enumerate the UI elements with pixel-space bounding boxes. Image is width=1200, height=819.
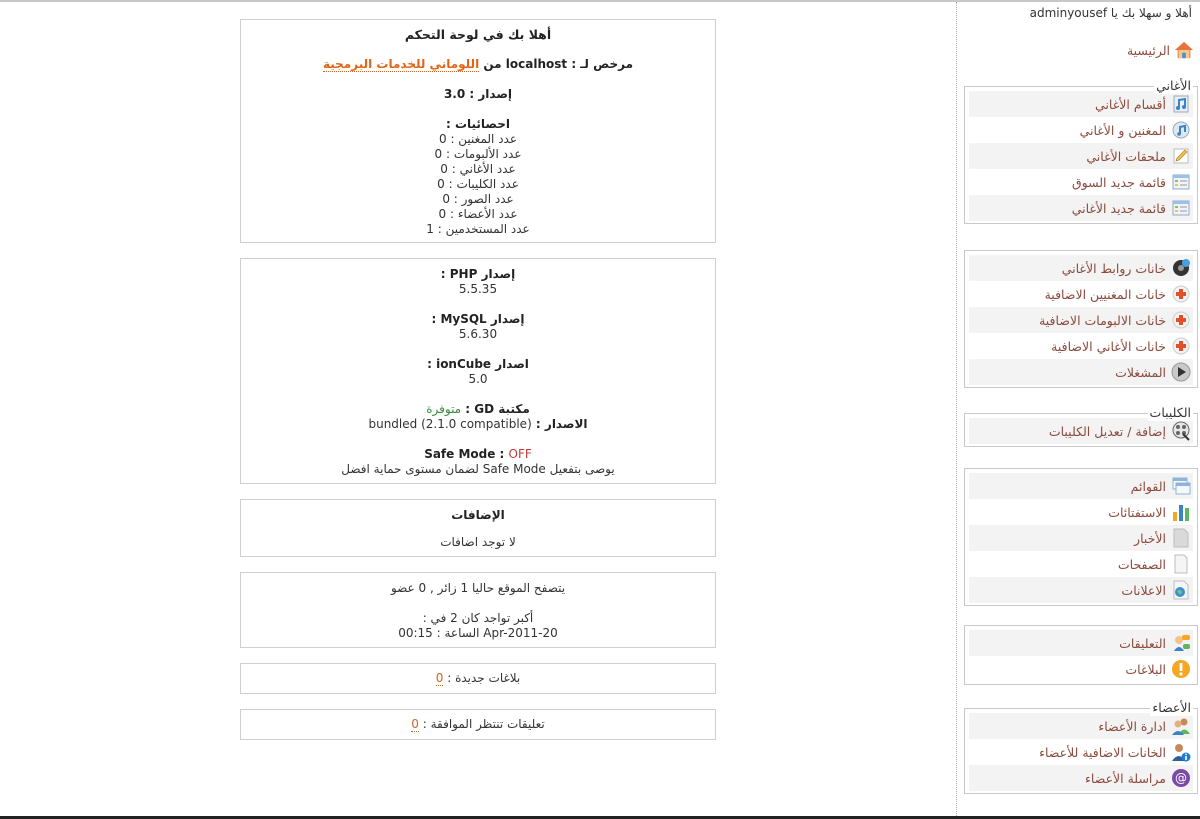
users-icon (1171, 716, 1191, 736)
pending-comments-box (240, 709, 716, 740)
sidebar-group-fields (964, 250, 1198, 388)
music-disc-icon (1171, 120, 1191, 140)
link-disc-icon (1171, 258, 1191, 278)
sidebar-group-songs (964, 78, 1198, 224)
stat-users: عدد المستخدمين : 1 (426, 222, 530, 236)
sidebar-home-link[interactable] (1127, 40, 1194, 60)
main-content (240, 19, 716, 755)
bar-chart-icon (1171, 502, 1191, 522)
sidebar-group-members (964, 700, 1198, 794)
sidebar-item-players[interactable] (969, 359, 1193, 385)
welcome-box (240, 19, 716, 243)
script-version: إصدار : 3.0 (443, 87, 513, 101)
item-label: خانات المغنيين الاضافية (1044, 286, 1166, 302)
reports-label: بلاغات جديدة : (443, 671, 521, 685)
play-icon (1171, 362, 1191, 382)
gd-version-value: bundled (2.1.0 compatible) (368, 417, 532, 431)
safe-mode-label: Safe Mode : (424, 447, 509, 461)
item-label: قائمة جديد السوق (1071, 174, 1166, 190)
sidebar-item-menus[interactable] (969, 473, 1193, 499)
sidebar-item-manage-members[interactable] (969, 713, 1193, 739)
gd-version-label: الاصدار : (531, 417, 588, 431)
document-icon (1171, 528, 1191, 548)
group-title-clips: الكليبات (1149, 405, 1191, 420)
gd-status: متوفرة (426, 402, 462, 416)
gd-label: مكتبة GD : (461, 402, 530, 416)
plus-icon (1171, 284, 1191, 304)
sidebar-item-member-extra-fields[interactable] (969, 739, 1193, 765)
item-label: المغنين و الأغاني (1079, 122, 1166, 138)
item-label: البلاغات (1125, 661, 1166, 677)
item-label: الاعلانات (1121, 582, 1166, 598)
sidebar-item-ads[interactable] (969, 577, 1193, 603)
sidebar-divider (956, 2, 957, 816)
stat-members: عدد الأعضاء : 0 (438, 207, 518, 221)
comments-icon (1171, 633, 1191, 653)
sidebar-item-pages[interactable] (969, 551, 1193, 577)
sidebar-item-comments[interactable] (969, 630, 1193, 656)
ioncube-version: 5.0 (468, 372, 488, 386)
license-line (247, 57, 709, 72)
sidebar-group-feedback (964, 625, 1198, 685)
online-now: يتصفح الموقع حاليا 1 زائر , 0 عضو (390, 581, 566, 595)
pending-comments-count-link[interactable]: 0 (411, 717, 419, 731)
sidebar-item-songs-new-list[interactable] (969, 195, 1193, 221)
php-version: 5.5.35 (458, 282, 498, 296)
sidebar-item-manage-clips[interactable] (969, 418, 1193, 444)
sidebar (958, 2, 1200, 816)
stat-songs: عدد الأغاني : 0 (440, 162, 516, 176)
page-icon (1171, 554, 1191, 574)
item-label: ملحقات الأغاني (1086, 148, 1166, 164)
sidebar-item-reports[interactable] (969, 656, 1193, 682)
company-link[interactable]: اللوماني للخدمات البرمجية (322, 57, 480, 71)
sidebar-item-singers-songs[interactable] (969, 117, 1193, 143)
plus-icon (1171, 336, 1191, 356)
addons-empty: لا توجد اضافات (440, 535, 516, 549)
globe-icon (1171, 580, 1191, 600)
sidebar-item-song-categories[interactable] (969, 91, 1193, 117)
gd-line (247, 402, 709, 417)
item-label: إضافة / تعديل الكليبات (1048, 423, 1166, 439)
item-label: الاستفتائات (1108, 504, 1166, 520)
sidebar-item-singer-extra-fields[interactable] (969, 281, 1193, 307)
plus-icon (1171, 310, 1191, 330)
stat-singers: عدد المغنين : 0 (438, 132, 518, 146)
ioncube-label: اصدار ionCube : (427, 357, 529, 371)
sidebar-item-message-members[interactable] (969, 765, 1193, 791)
mysql-label: إصدار MySQL : (431, 312, 525, 326)
sidebar-item-market-new-list[interactable] (969, 169, 1193, 195)
music-file-icon (1171, 94, 1191, 114)
peak-label: أكبر تواجد كان 2 في : (422, 611, 534, 625)
mysql-version: 5.6.30 (458, 327, 498, 341)
group-title-members: الأعضاء (1152, 700, 1191, 715)
item-label: المشغلات (1115, 364, 1166, 380)
film-reel-icon (1171, 421, 1191, 441)
dashboard-title: أهلا بك في لوحة التحكم (404, 27, 552, 42)
stat-photos: عدد الصور : 0 (442, 192, 514, 206)
safe-mode-note: يوصى بتفعيل Safe Mode لضمان مستوى حماية افضل (341, 462, 615, 476)
item-label: التعليقات (1119, 635, 1166, 651)
sidebar-group-clips (964, 405, 1198, 447)
sidebar-item-song-attachments[interactable] (969, 143, 1193, 169)
sidebar-item-news[interactable] (969, 525, 1193, 551)
addons-box (240, 499, 716, 557)
peak-value: 20-Apr-2011 الساعة : 00:15 (398, 626, 558, 640)
warning-icon (1171, 659, 1191, 679)
item-label: قائمة جديد الأغاني (1071, 200, 1166, 216)
sidebar-item-album-extra-fields[interactable] (969, 307, 1193, 333)
item-label: الصفحات (1117, 556, 1166, 572)
pending-comments-label: تعليقات تنتظر الموافقة : (418, 717, 545, 731)
windows-icon (1171, 476, 1191, 496)
item-label: خانات روابط الأغاني (1061, 260, 1166, 276)
item-label: أقسام الأغاني (1095, 96, 1166, 112)
pencil-icon (1171, 146, 1191, 166)
php-label: إصدار PHP : (440, 267, 516, 281)
item-label: القوائم (1130, 478, 1166, 494)
item-label: خانات الالبومات الاضافية (1039, 312, 1166, 328)
checklist-icon (1171, 172, 1191, 192)
checklist-icon (1171, 198, 1191, 218)
sidebar-item-song-extra-fields[interactable] (969, 333, 1193, 359)
stats-title: احصائيات : (445, 117, 511, 131)
item-label: الخانات الاضافية للأعضاء (1039, 744, 1166, 760)
reports-count-link[interactable]: 0 (435, 671, 444, 685)
sidebar-item-song-link-fields[interactable] (969, 255, 1193, 281)
reports-box (240, 663, 716, 694)
at-icon (1171, 768, 1191, 788)
stat-albums: عدد الألبومات : 0 (434, 147, 522, 161)
server-info-box (240, 258, 716, 484)
item-label: مراسلة الأعضاء (1085, 770, 1166, 786)
safe-mode-line (247, 447, 709, 462)
sidebar-group-content (964, 468, 1198, 606)
license-prefix: مرخص لـ : localhost من (479, 57, 633, 71)
home-label: الرئيسية (1126, 42, 1170, 58)
item-label: ادارة الأعضاء (1098, 718, 1166, 734)
addons-title: الإضافات (451, 508, 505, 522)
sidebar-item-polls[interactable] (969, 499, 1193, 525)
safe-mode-status: OFF (508, 447, 532, 461)
online-box (240, 572, 716, 648)
gd-version-line (247, 417, 709, 432)
group-title-songs: الأغاني (1156, 78, 1191, 93)
stat-clips: عدد الكليبات : 0 (437, 177, 519, 191)
welcome-user: أهلا و سهلا بك يا adminyousef (1029, 6, 1192, 20)
item-label: خانات الأغاني الاضافية (1051, 338, 1166, 354)
item-label: الأخبار (1134, 530, 1166, 546)
svg-text:@: @ (1175, 771, 1187, 785)
user-info-icon (1171, 742, 1191, 762)
home-icon (1174, 40, 1194, 60)
